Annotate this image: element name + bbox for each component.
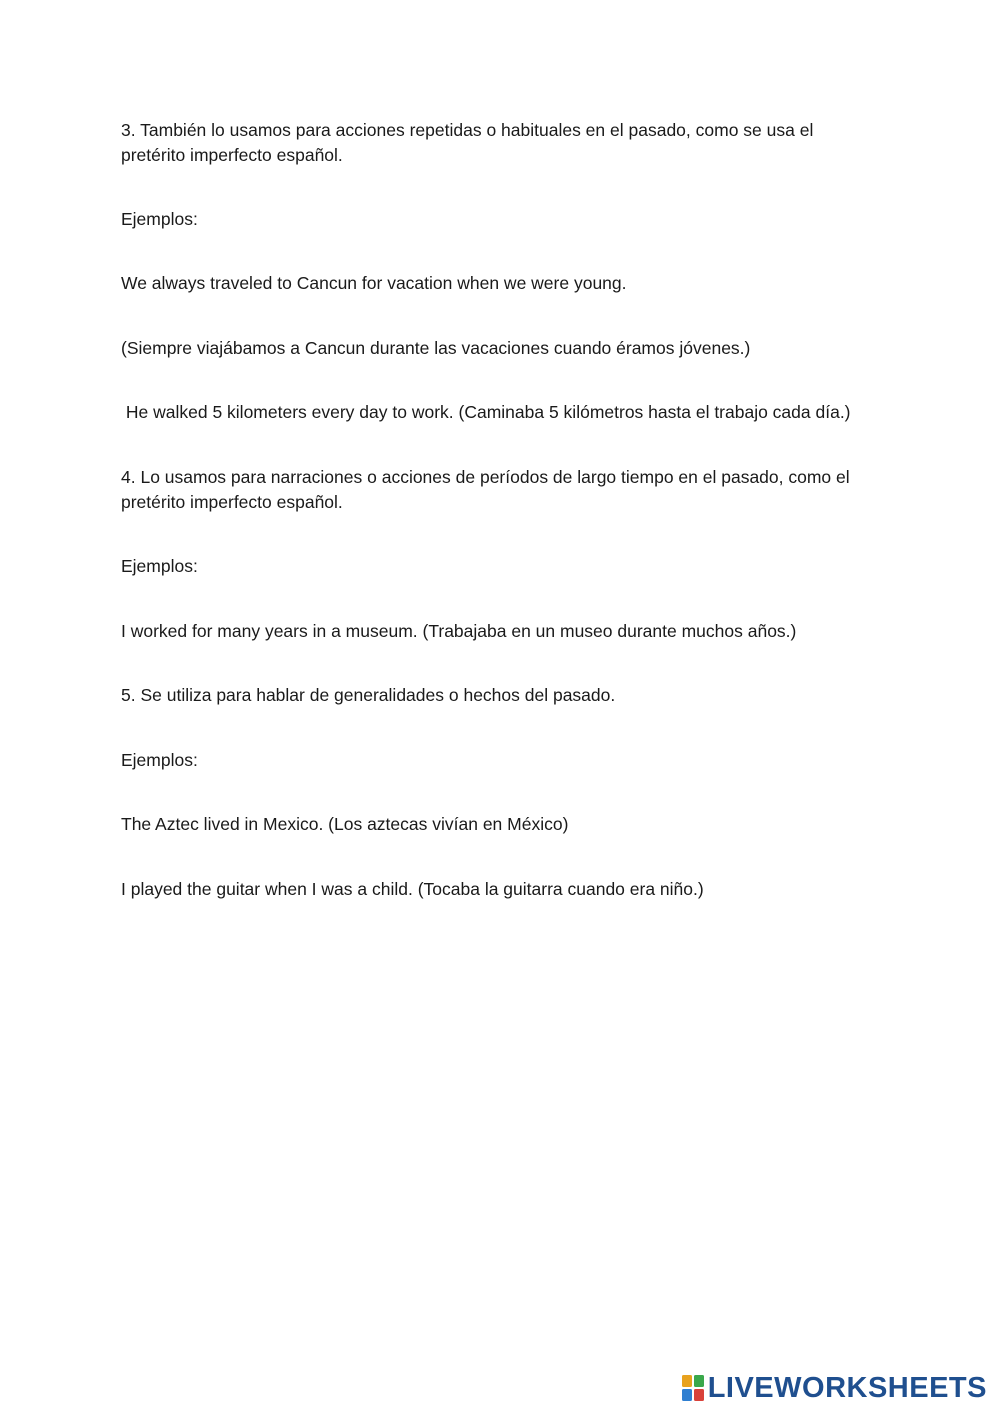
example-sentence: We always traveled to Cancun for vacation when we were young.: [121, 273, 627, 293]
rule-item-3: 3. También lo usamos para acciones repetidas o habituales en el pasado, como se usa el pretérito imperfecto español.: [121, 120, 814, 165]
liveworksheets-logo: [682, 1372, 987, 1404]
example-sentence: I worked for many years in a museum. (Trabajaba en un museo durante muchos años.): [121, 621, 797, 641]
example-sentence: I played the guitar when I was a child. (Tocaba la guitarra cuando era niño.): [121, 879, 704, 899]
document-body: [121, 118, 881, 902]
example-translation: (Siempre viajábamos a Cancun durante las vacaciones cuando éramos jóvenes.): [121, 338, 751, 358]
liveworksheets-mark-icon: [682, 1375, 704, 1401]
rule-item-5: 5. Se utiliza para hablar de generalidades o hechos del pasado.: [121, 685, 616, 705]
example-sentence: The Aztec lived in Mexico. (Los aztecas vivían en México): [121, 814, 569, 834]
example-sentence: He walked 5 kilometers every day to work. (Caminaba 5 kilómetros hasta el trabajo cada día.): [121, 402, 851, 422]
brand-name: LIVEWORKSHEETS: [707, 1372, 987, 1404]
rule-item-4: 4. Lo usamos para narraciones o acciones de períodos de largo tiempo en el pasado, como el pretérito imperfecto español.: [121, 467, 850, 512]
examples-label: Ejemplos:: [121, 556, 198, 576]
examples-label: Ejemplos:: [121, 209, 198, 229]
examples-label: Ejemplos:: [121, 750, 198, 770]
